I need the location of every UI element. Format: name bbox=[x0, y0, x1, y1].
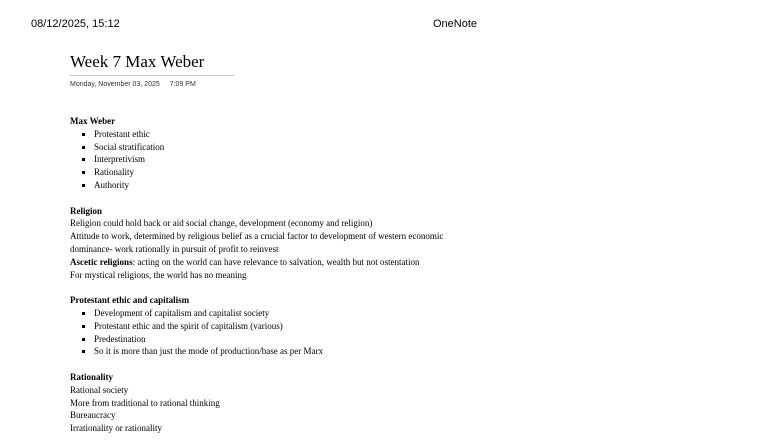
section-rationality bbox=[70, 371, 630, 435]
list-item: So it is more than just the mode of production/base as per Marx bbox=[70, 345, 630, 358]
section-heading: Max Weber bbox=[70, 116, 116, 126]
print-header bbox=[0, 18, 784, 34]
list-item: Protestant ethic bbox=[70, 128, 630, 141]
text-line: Irrationality or rationality bbox=[70, 423, 162, 434]
text-line: More from traditional to rational thinking bbox=[70, 397, 220, 408]
page-date: Monday, November 03, 2025 bbox=[70, 81, 160, 88]
page-title: Week 7 Max Weber bbox=[70, 52, 234, 76]
text-line: For mystical religions, the world has no meaning bbox=[70, 269, 247, 280]
list-item: Rationality bbox=[70, 166, 630, 179]
section-heading: Protestant ethic and capitalism bbox=[70, 295, 190, 306]
text-line bbox=[70, 256, 630, 269]
section-religion bbox=[70, 205, 630, 282]
page-time: 7:09 PM bbox=[169, 81, 196, 88]
text-line: Religion could hold back or aid social change, development (economy and religion) bbox=[70, 218, 373, 229]
text-line: Rational society bbox=[70, 384, 129, 395]
bullet-list bbox=[70, 128, 630, 192]
ascetic-label: Ascetic religions bbox=[70, 256, 133, 267]
note-content bbox=[70, 115, 630, 435]
bullet-list bbox=[70, 307, 630, 358]
list-item: Protestant ethic and the spirit of capitalism (various) bbox=[70, 320, 630, 333]
list-item: Predestination bbox=[70, 333, 630, 346]
section-heading: Religion bbox=[70, 205, 103, 216]
text-line: Attitude to work, determined by religious belief as a crucial factor to development of western economic bbox=[70, 231, 444, 242]
text-line: dominance- work rationally in pursuit of profit to reinvest bbox=[70, 243, 279, 254]
print-datetime: 08/12/2025, 15:12 bbox=[31, 18, 120, 30]
section-protestant-ethic bbox=[70, 294, 630, 358]
section-heading: Rationality bbox=[70, 371, 114, 382]
page-timestamp bbox=[70, 81, 630, 91]
list-item: Interpretivism bbox=[70, 153, 630, 166]
note-page bbox=[70, 52, 630, 448]
print-app-name: OneNote bbox=[433, 18, 478, 30]
list-item: Social stratification bbox=[70, 141, 630, 154]
section-max-weber bbox=[70, 115, 630, 192]
list-item: Authority bbox=[70, 179, 630, 192]
ascetic-text: : acting on the world can have relevance to salvation, wealth but not ostentation bbox=[132, 256, 420, 267]
list-item: Development of capitalism and capitalist society bbox=[70, 307, 630, 320]
text-line: Bureaucracy bbox=[70, 410, 116, 421]
